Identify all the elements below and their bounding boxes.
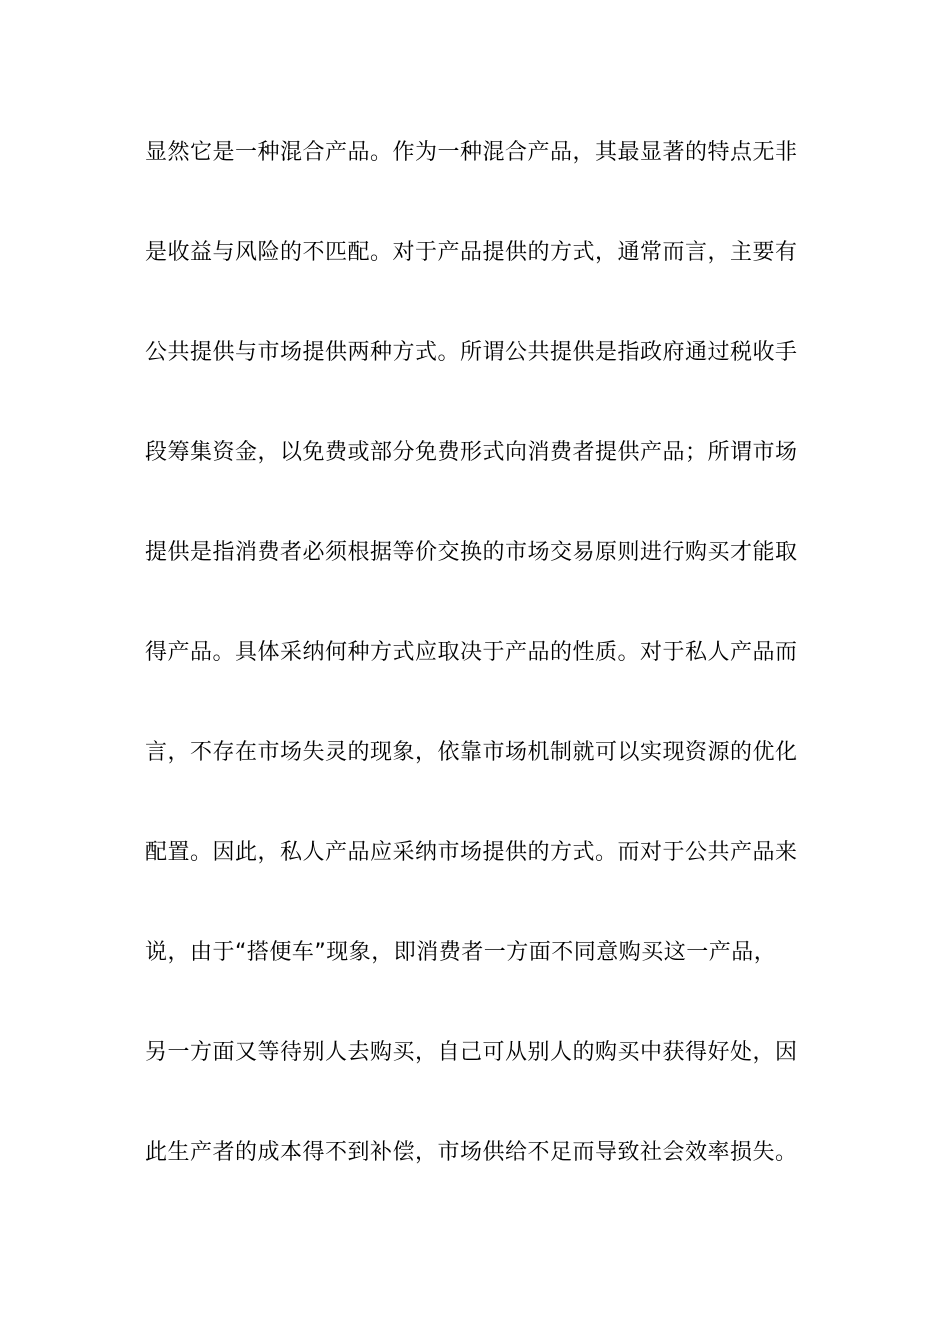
- text-line-8: 配置。因此，私人产品应采纳市场提供的方式。而对于公共产品来: [145, 840, 798, 865]
- text-line-9: 说，由于“搭便车”现象，即消费者一方面不同意购买这一产品，: [145, 940, 777, 965]
- text-line-2: 是收益与风险的不匹配。对于产品提供的方式，通常而言，主要有: [145, 240, 798, 265]
- text-line-6: 得产品。具体采纳何种方式应取决于产品的性质。对于私人产品而: [145, 640, 798, 665]
- text-line-5: 提供是指消费者必须根据等价交换的市场交易原则进行购买才能取: [145, 540, 798, 565]
- text-line-3: 公共提供与市场提供两种方式。所谓公共提供是指政府通过税收手: [145, 340, 798, 365]
- text-line-1: 显然它是一种混合产品。作为一种混合产品，其最显著的特点无非: [145, 140, 798, 165]
- text-line-7: 言，不存在市场失灵的现象，依靠市场机制就可以实现资源的优化: [145, 740, 798, 765]
- text-line-11: 此生产者的成本得不到补偿，市场供给不足而导致社会效率损失。: [145, 1140, 798, 1165]
- text-line-4: 段筹集资金，以免费或部分免费形式向消费者提供产品；所谓市场: [145, 440, 798, 465]
- body-paragraph: [145, 128, 807, 1228]
- text-line-10: 另一方面又等待别人去购买，自己可从别人的购买中获得好处，因: [145, 1040, 798, 1065]
